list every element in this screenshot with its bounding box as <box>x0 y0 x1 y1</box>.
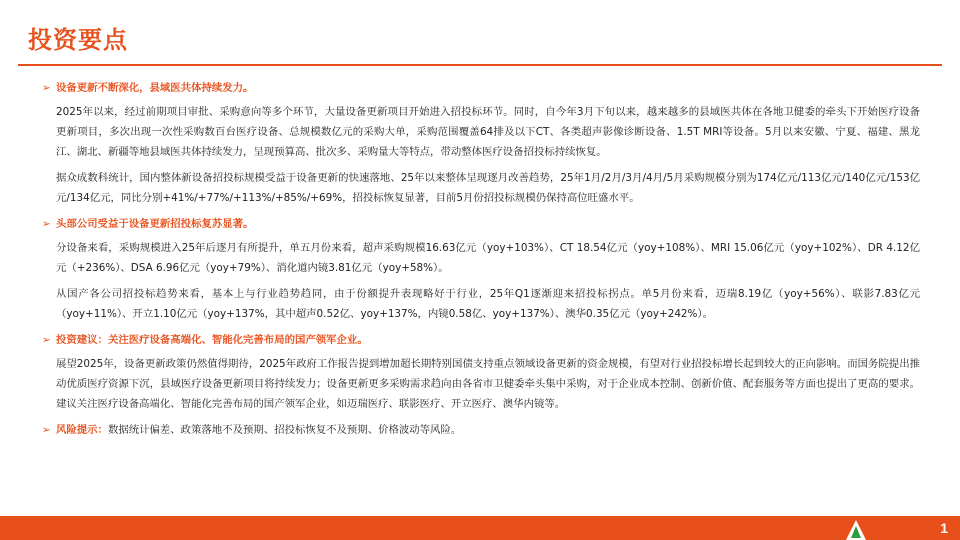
arrow-bullet-icon: ➢ <box>42 82 51 94</box>
section-heading-3 <box>42 330 920 350</box>
risk-text: 数据统计偏差、政策落地不及预期、招投标恢复不及预期、价格波动等风险。 <box>107 424 462 436</box>
risk-heading <box>42 420 920 440</box>
title-divider <box>18 64 942 66</box>
page-title: 投资要点 <box>28 26 128 54</box>
section-heading-2 <box>42 214 920 234</box>
section-heading-text: 头部公司受益于设备更新招投标复苏显著。 <box>56 218 254 230</box>
section-heading-text: 设备更新不断深化，县域医共体持续发力。 <box>56 82 254 94</box>
section-heading-1 <box>42 78 920 98</box>
footer-bar <box>0 516 960 540</box>
arrow-bullet-icon: ➢ <box>42 424 51 436</box>
paragraph: 分设备来看，采购规模进入25年后逐月有所提升，单五月份来看，超声采购规模16.63亿元（yoy+103%）、CT 18.54亿元（yoy+108%）、MRI 15.06亿元（yoy+102%）、DR 4.12亿元（+236%）、DSA 6.96亿元（yoy+79%）、消化道内镜3.81亿元（yoy+58%）。 <box>56 242 920 274</box>
paragraph: 从国产各公司招投标趋势来看，基本上与行业趋势趋同，由于份额提升表现略好于行业，25年Q1逐渐迎来招投标拐点。单5月份来看，迈瑞8.19亿（yoy+56%）、联影7.83亿元（yoy+11%）、开立1.10亿元（yoy+137%，其中超声0.52亿、yoy+137%，内镜0.58亿、yoy+137%）、澳华0.35亿元（yoy+242%）。 <box>56 288 920 320</box>
page-number: 1 <box>940 520 948 536</box>
brand-logo-icon <box>844 518 868 540</box>
risk-label: 风险提示： <box>56 424 108 436</box>
paragraph: 展望2025年，设备更新政策仍然值得期待，2025年政府工作报告提到增加超长期特别国债支持重点领域设备更新的资金规模，有望对行业招投标增长起到较大的正向影响。而国务院提出推动优质医疗资源下沉，县域医疗设备更新项目将持续发力；设备更新更多采购需求趋向由各省市卫健委牵头集中采购，对于企业成本控制、创新价值、配套服务等方面也提出了更高的要求。建议关注医疗设备高端化、智能化完善布局的国产领军企业，如迈瑞医疗、联影医疗、开立医疗、澳华内镜等。 <box>56 358 920 410</box>
arrow-bullet-icon: ➢ <box>42 218 51 230</box>
paragraph: 据众成数科统计，国内整体新设备招投标规模受益于设备更新的快速落地、25年以来整体呈现逐月改善趋势，25年1月/2月/3月/4月/5月采购规模分别为174亿元/113亿元/140亿元/153亿元/134亿元，同比分别+41%/+77%/+113%/+85%/+69%，招投标恢复显著，目前5月份招投标规模仍保持高位旺盛水平。 <box>56 172 920 204</box>
content-body <box>42 76 920 444</box>
paragraph: 2025年以来，经过前期项目审批、采购意向等多个环节，大量设备更新项目开始进入招投标环节。同时，自今年3月下旬以来，越来越多的县域医共体在各地卫健委的牵头下开始医疗设备更新项目，多次出现一次性采购数百台医疗设备、总规模数亿元的采购大单，采购范围覆盖64排及以下CT、各类超声影像诊断设备、1.5T MRI等设备。5月以来安徽、宁夏、福建、黑龙江、湖北、新疆等地县域医共体持续发力，呈现预算高、批次多、采购量大等特点，带动整体医疗设备招投标持续恢复。 <box>56 106 920 158</box>
section-heading-text: 投资建议：关注医疗设备高端化、智能化完善布局的国产领军企业。 <box>56 334 368 346</box>
arrow-bullet-icon: ➢ <box>42 334 51 346</box>
